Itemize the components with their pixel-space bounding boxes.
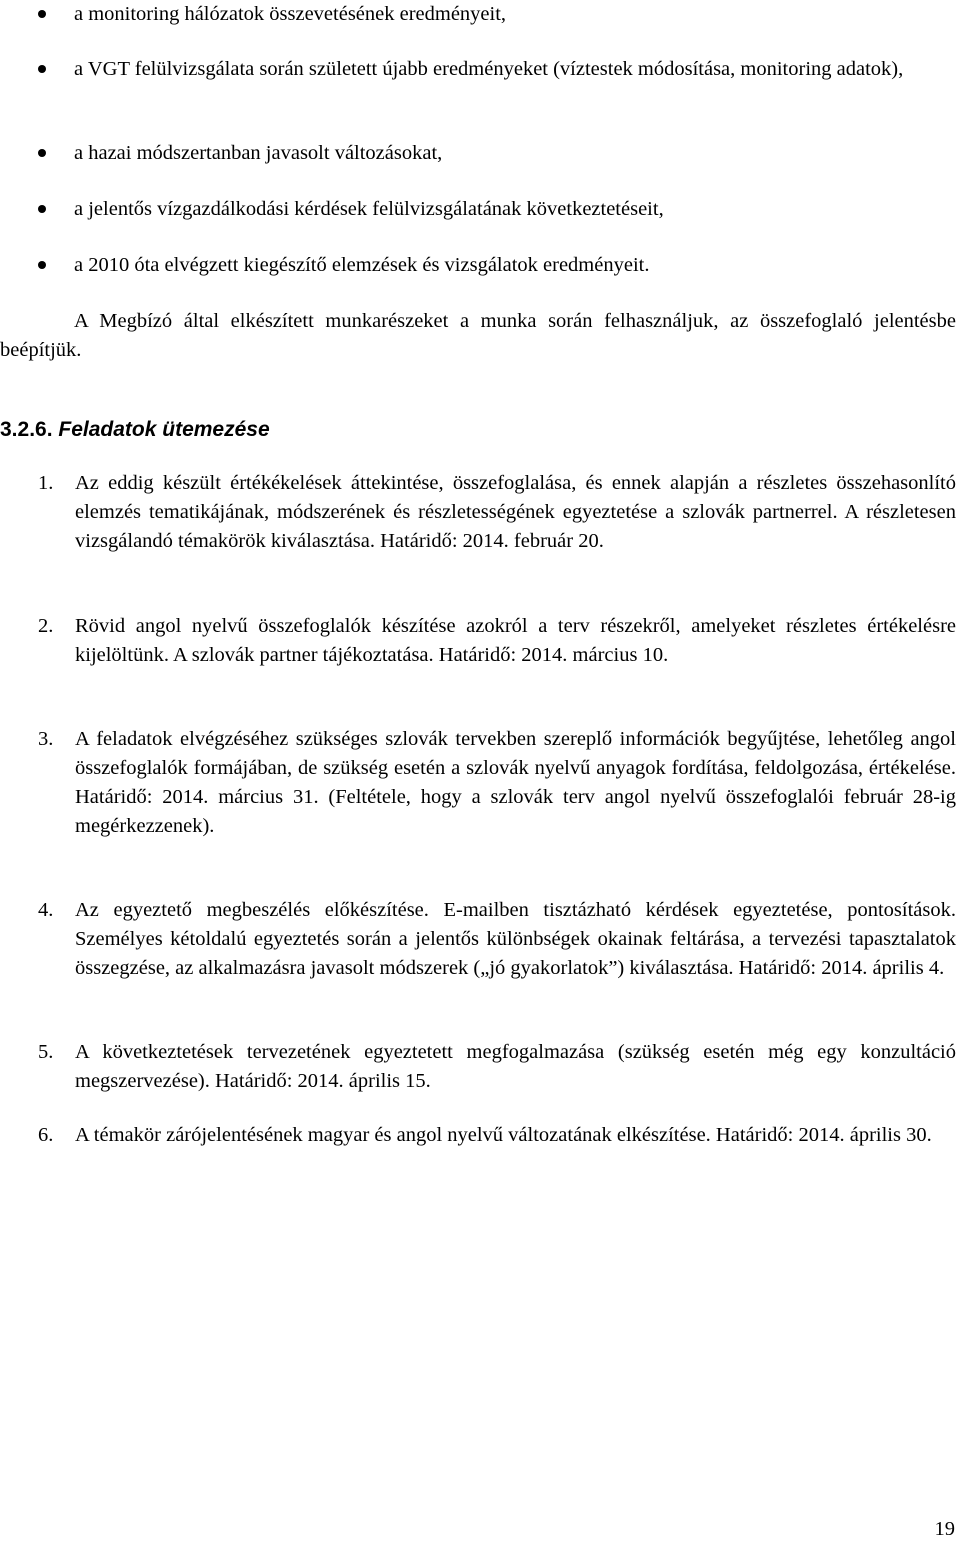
- task-text: Rövid angol nyelvű összefoglalók készítése azokról a terv részekről, amelyeket részletes értékelésre kijelöltünk. A szlovák partner tájékoztatása. Határidő: 2014. március 10.: [75, 615, 956, 666]
- bullet-item: [74, 251, 956, 280]
- bullet-item: [74, 139, 956, 168]
- task-item: [38, 1121, 956, 1150]
- bullet-icon: [38, 261, 46, 269]
- section-title: Feladatok ütemezése: [58, 418, 270, 441]
- bullet-item: [74, 55, 956, 84]
- task-text: Az eddig készült értékékelések áttekintése, összefoglalása, és ennek alapján a részletes összehasonlító elemzés tematikájának, módszerének és részletességének egyeztetése a szlovák partnerrel. A részletesen vizsgálandó témakörök kiválasztása. Határidő: 2014. február 20.: [75, 472, 956, 552]
- task-text: A témakör zárójelentésének magyar és angol nyelvű változatának elkészítése. Határidő: 2014. április 30.: [75, 1124, 932, 1146]
- bullet-text: a VGT felülvizsgálata során született újabb eredményeket (víztestek módosítása, monitoring adatok),: [74, 58, 904, 80]
- task-text: Az egyeztető megbeszélés előkészítése. E-mailben tisztázható kérdések egyeztetése, pontosítások. Személyes kétoldalú egyeztetés során a jelentős különbségek okainak feltárása, a tervezési tapasztalatok összegzése, az alkalmazásra javasolt módszerek („jó gyakorlatok”) kiválasztása. Határidő: 2014. április 4.: [75, 899, 956, 979]
- body-paragraph: A Megbízó által elkészített munkarészeket a munka során felhasználjuk, az összefoglaló jelentésbe beépítjük.: [0, 310, 956, 361]
- task-number: 2.: [38, 615, 54, 637]
- page-number: 19: [934, 1518, 955, 1540]
- task-number: 1.: [38, 472, 54, 494]
- bullet-icon: [38, 10, 46, 18]
- section-number: 3.2.6.: [0, 418, 53, 441]
- task-item: [38, 1038, 956, 1096]
- task-text: A feladatok elvégzéséhez szükséges szlovák tervekben szereplő információk begyűjtése, lehetőleg angol összefoglalók formájában, de szükség esetén a szlovák nyelvű anyagok fordítása, feldolgozása, értékelése. Határidő: 2014. március 31. (Feltétele, hogy a szlovák terv angol nyelvű összefoglalói február 28-ig megérkezzenek).: [75, 728, 956, 837]
- bullet-icon: [38, 205, 46, 213]
- task-number: 6.: [38, 1124, 54, 1146]
- task-number: 3.: [38, 728, 54, 750]
- bullet-item: [74, 195, 956, 224]
- bullet-text: a jelentős vízgazdálkodási kérdések felülvizsgálatának következtetéseit,: [74, 198, 664, 220]
- bullet-text: a hazai módszertanban javasolt változásokat,: [74, 142, 443, 164]
- task-item: [38, 612, 956, 670]
- task-item: [38, 896, 956, 983]
- task-item: [38, 725, 956, 841]
- task-item: [38, 469, 956, 556]
- bullet-icon: [38, 65, 46, 73]
- section-heading: [0, 416, 270, 444]
- bullet-text: a 2010 óta elvégzett kiegészítő elemzések és vizsgálatok eredményeit.: [74, 254, 650, 276]
- bullet-text: a monitoring hálózatok összevetésének eredményeit,: [74, 3, 507, 25]
- bullet-icon: [38, 149, 46, 157]
- bullet-item: [74, 0, 956, 29]
- task-number: 5.: [38, 1041, 54, 1063]
- task-text: A következtetések tervezetének egyeztetett megfogalmazása (szükség esetén még egy konzultáció megszervezése). Határidő: 2014. április 15.: [75, 1041, 956, 1092]
- task-number: 4.: [38, 899, 54, 921]
